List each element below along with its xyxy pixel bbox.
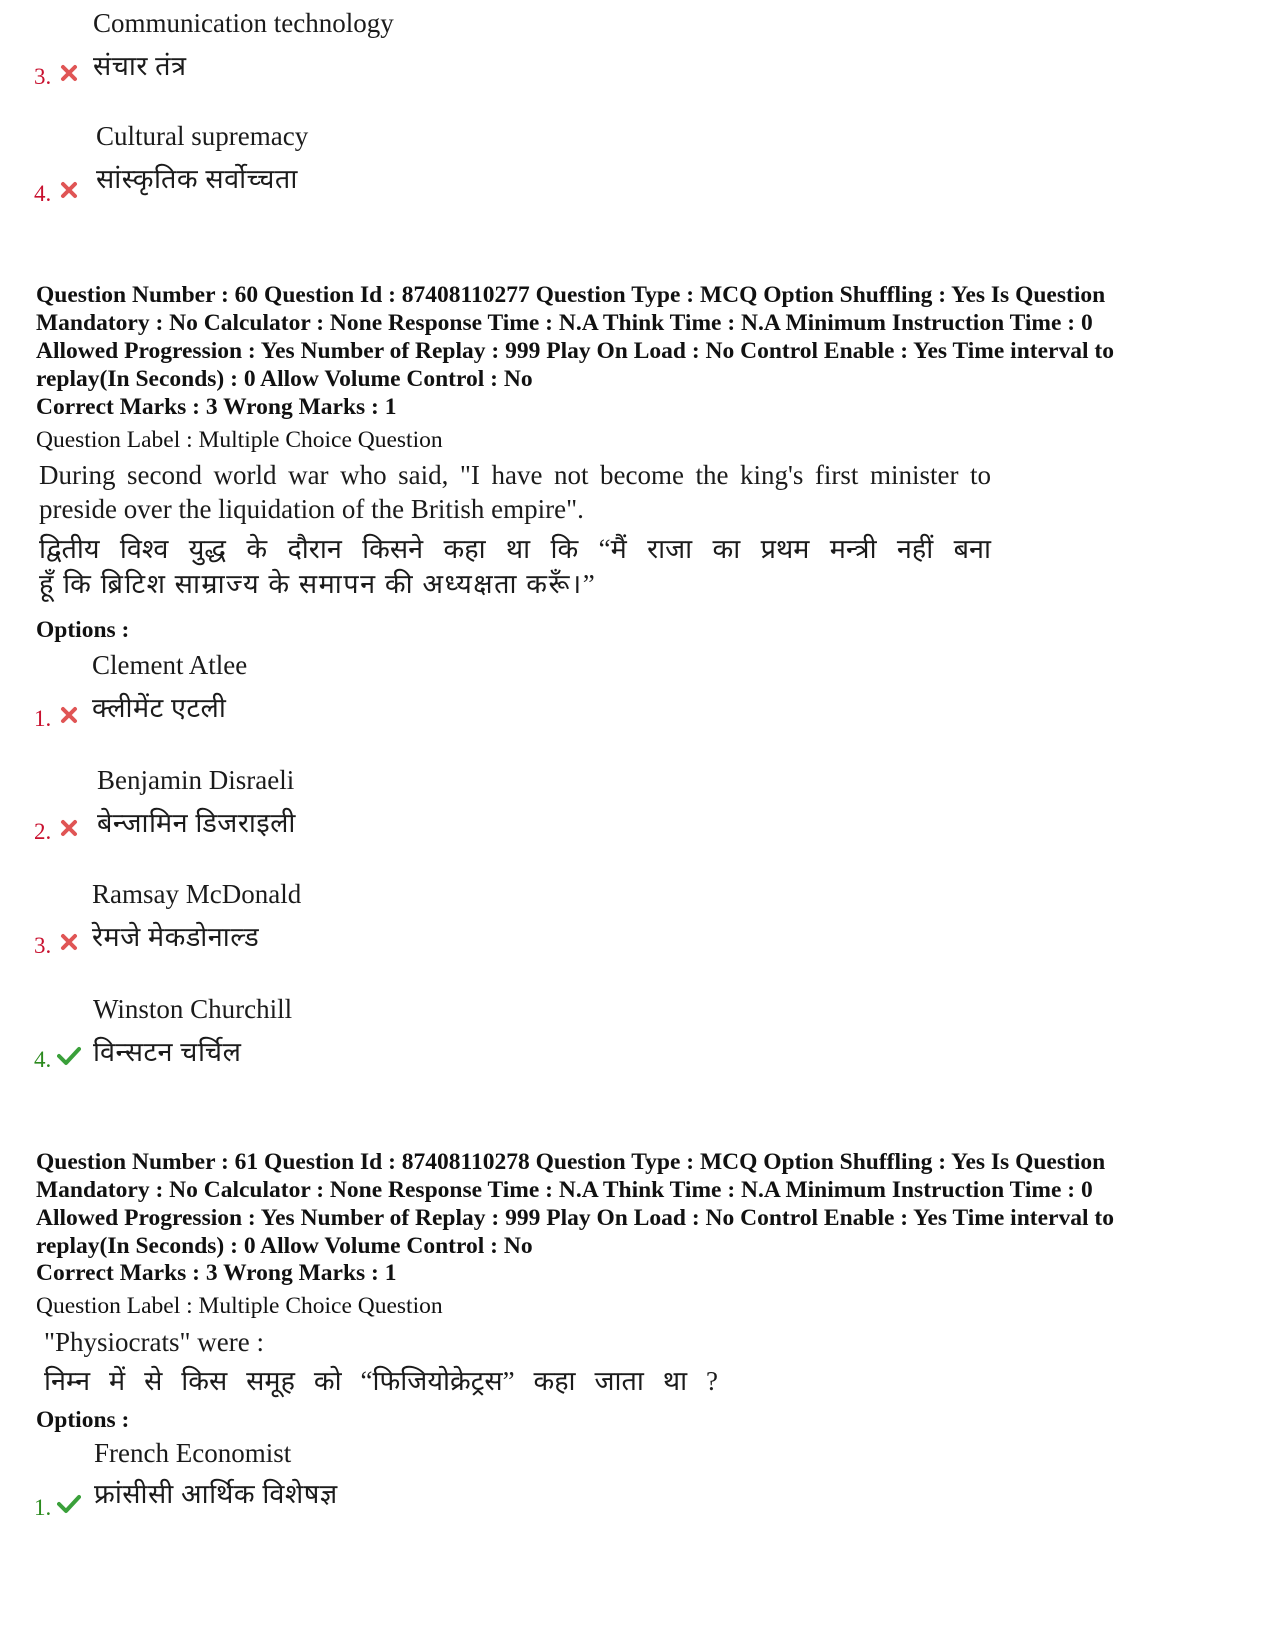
option-english-text: French Economist [94,1438,292,1468]
meta-line: Mandatory : No Calculator : None Response Time : N.A Think Time : N.A Minimum Instruction Time : 0 [36,310,1093,336]
question-label: Question Label : Multiple Choice Question [36,427,443,453]
option-hindi-text: क्लीमेंट एटली [92,693,227,723]
question-text-en-line: preside over the liquidation of the British empire". [39,494,584,524]
option-hindi-text: रेमजे मेकडोनाल्ड [92,922,260,952]
question-text-hi-line: द्वितीय विश्व युद्ध के दौरान किसने कहा था कि “मैं राजा का प्रथम मन्त्री नहीं बना [39,534,991,564]
option-hindi-text: विन्सटन चर्चिल [93,1037,242,1067]
option-hindi-text: सांस्कृतिक सर्वोच्चता [96,164,298,194]
option-english-text: Ramsay McDonald [92,879,302,909]
option-english-text: Benjamin Disraeli [97,765,295,795]
option-hindi-text: संचार तंत्र [93,51,187,81]
meta-line: replay(In Seconds) : 0 Allow Volume Control : No [36,1233,533,1259]
cross-mark-icon [60,933,78,951]
option-english-text: Communication technology [93,8,394,38]
option-number: 3. [34,64,52,89]
meta-line: replay(In Seconds) : 0 Allow Volume Control : No [36,366,533,392]
meta-line: Question Number : 61 Question Id : 87408110278 Question Type : MCQ Option Shuffling : Yes Is Question [36,1149,1106,1175]
question-text-en-line: During second world war who said, "I have not become the king's first minister to [39,460,991,490]
cross-mark-icon [60,819,78,837]
cross-mark-icon [60,64,78,82]
question-text-hi-line: हूँ कि ब्रिटिश साम्राज्य के समापन की अध्यक्षता करूँ।” [39,569,597,599]
cross-mark-icon [60,706,78,724]
cross-mark-icon [60,181,78,199]
question-text-en-line: "Physiocrats" were : [44,1327,264,1357]
question-meta [36,281,1236,393]
option-number: 3. [34,933,52,958]
option-hindi-text: फ्रांसीसी आर्थिक विशेषज्ञ [94,1479,338,1509]
check-mark-icon [57,1494,81,1514]
question-label: Question Label : Multiple Choice Question [36,1293,443,1319]
options-heading: Options : [36,617,130,643]
check-mark-icon [57,1046,81,1066]
option-number: 1. [34,706,52,731]
option-english-text: Cultural supremacy [96,121,309,151]
option-english-text: Winston Churchill [93,994,293,1024]
option-hindi-text: बेन्जामिन डिजराइली [97,808,296,838]
marks-line: Correct Marks : 3 Wrong Marks : 1 [36,394,397,420]
meta-line: Mandatory : No Calculator : None Response Time : N.A Think Time : N.A Minimum Instruction Time : 0 [36,1177,1093,1203]
meta-line: Question Number : 60 Question Id : 87408110277 Question Type : MCQ Option Shuffling : Yes Is Question [36,282,1106,308]
meta-line: Allowed Progression : Yes Number of Replay : 999 Play On Load : No Control Enable : Yes Time interval to [36,1205,1114,1231]
option-number: 4. [34,181,52,206]
question-meta [36,1148,1236,1260]
option-number: 2. [34,819,52,844]
question-text-hi-line: निम्न में से किस समूह को “फिजियोक्रेट्रस” कहा जाता था ? [44,1366,718,1396]
option-number: 1. [34,1495,52,1520]
option-english-text: Clement Atlee [92,650,248,680]
option-number: 4. [34,1047,52,1072]
options-heading: Options : [36,1407,130,1433]
marks-line: Correct Marks : 3 Wrong Marks : 1 [36,1260,397,1286]
meta-line: Allowed Progression : Yes Number of Replay : 999 Play On Load : No Control Enable : Yes Time interval to [36,338,1114,364]
